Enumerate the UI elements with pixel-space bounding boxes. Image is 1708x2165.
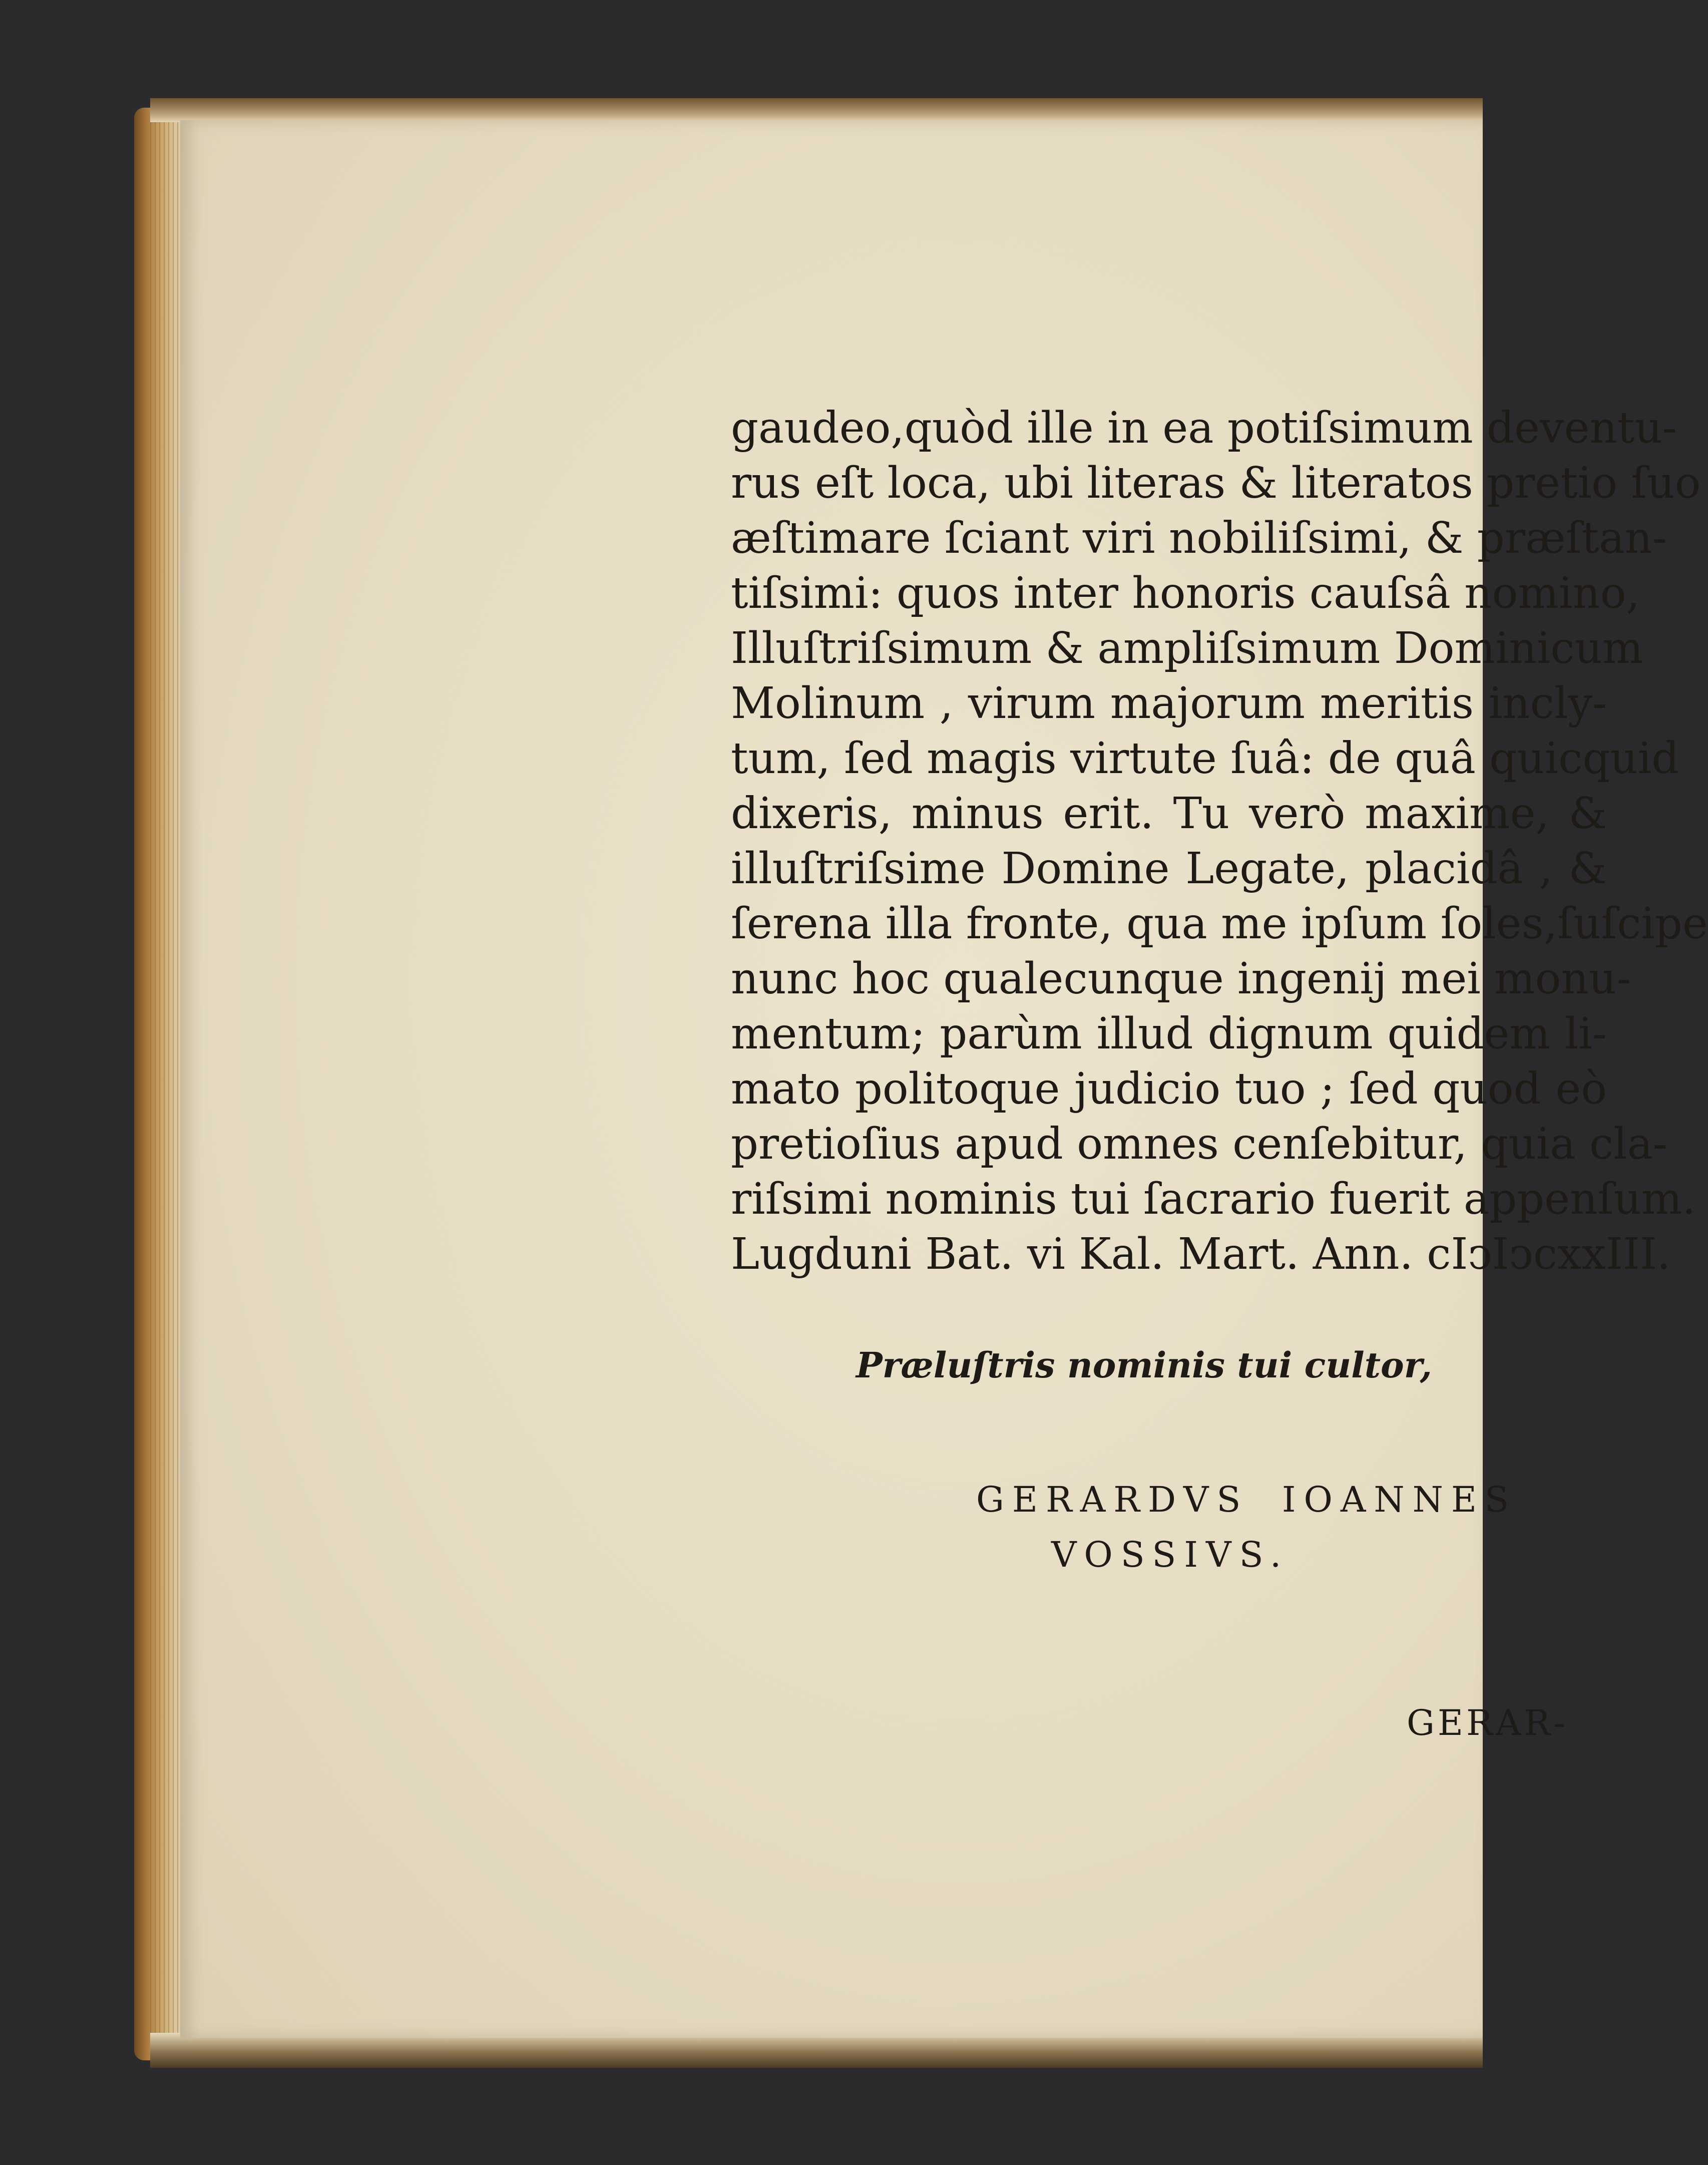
author-first-name: GERARDVS	[976, 1479, 1249, 1520]
valediction: Præluſtris nominis tui cultor,	[856, 1344, 1432, 1386]
book-top-edge	[150, 98, 1483, 122]
dateline: Lugduni Bat. vi Kal. Mart. Ann. cIↄIↄcxxIII.	[731, 1229, 1671, 1279]
text-line: nunc hoc qualecunque ingenij mei monu-	[731, 954, 1631, 1004]
text-line: tiſsimi: quos inter honoris cauſsâ nomino,	[731, 568, 1640, 618]
text-line: mentum; parùm illud dignum quidem li-	[731, 1009, 1607, 1059]
text-line: gaudeo,quòd ille in ea potiſsimum deventu-	[731, 403, 1677, 453]
text-line: illuſtriſsime Domine Legate, placidâ , &	[731, 844, 1607, 894]
author-surname: VOSSIVS.	[1051, 1534, 1290, 1575]
text-line: pretioſius apud omnes cenſebitur, quia cla-	[731, 1119, 1667, 1169]
text-line: rus eſt loca, ubi literas & literatos pretio ſuo	[731, 458, 1701, 508]
text-line: riſsimi nominis tui ſacrario fuerit appenſum.	[731, 1174, 1696, 1224]
text-line: dixeris, minus erit. Tu verò maxime, &	[731, 789, 1607, 839]
text-line: Illuſtriſsimum & ampliſsimum Dominicum	[731, 623, 1643, 673]
catchword: GERAR-	[1407, 1702, 1568, 1743]
book-bottom-edge	[150, 2033, 1483, 2068]
author-middle-name: IOANNES	[1282, 1479, 1517, 1520]
text-line: ſerena illa fronte, qua me ipſum ſoles,ſuſcipe	[731, 899, 1708, 949]
text-line: mato politoque judicio tuo ; ſed quod eò	[731, 1064, 1607, 1114]
book-page	[180, 120, 1708, 2038]
text-line: æſtimare ſciant viri nobiliſsimi, & præſtan-	[731, 513, 1667, 563]
text-line: Molinum , virum majorum meritis incly-	[731, 678, 1607, 729]
text-line: tum, ſed magis virtute ſuâ: de quâ quicquid	[731, 734, 1679, 784]
body-text	[731, 401, 1708, 1282]
author-name-line	[976, 1472, 1517, 1527]
author-signature	[976, 1472, 1517, 1582]
